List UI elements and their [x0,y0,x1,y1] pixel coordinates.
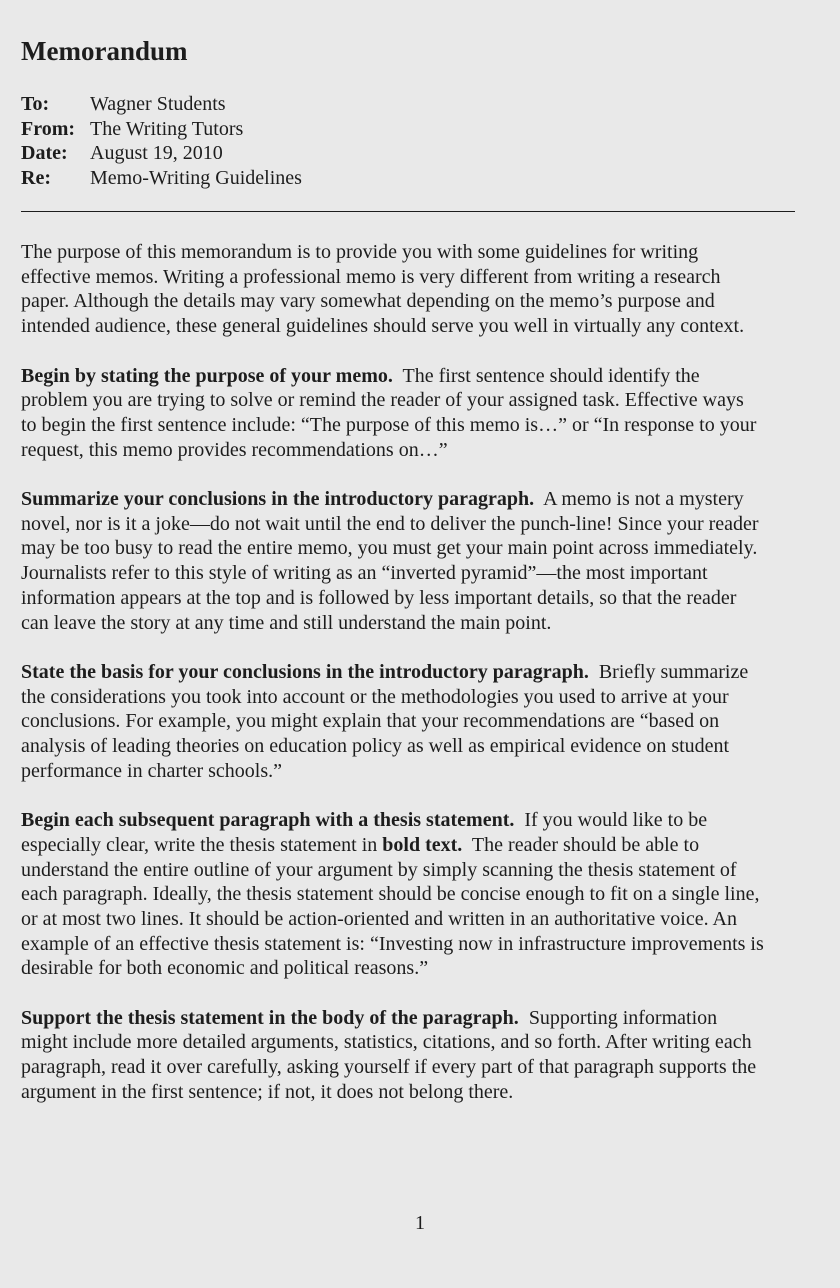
text-segment: The first sentence should identify the [392,364,700,387]
text-line: paragraph, read it over carefully, asking yourself if every part of that paragraph supports the [21,1056,757,1079]
text-line: or at most two lines. It should be action-oriented and written in an authoritative voice. An [21,907,737,930]
thesis-statement: Summarize your conclusions in the introductory paragraph. [21,488,535,510]
text-line [21,487,821,512]
text-line: argument in the first sentence; if not, it does not belong there. [21,1080,514,1103]
text-line: each paragraph. Ideally, the thesis statement should be concise enough to fit on a single line, [21,883,760,906]
re-value: Memo-Writing Guidelines [90,167,302,190]
text-line: understand the entire outline of your argument by simply scanning the thesis statement of [21,858,737,881]
text-line: information appears at the top and is followed by less important details, so that the reader [21,586,737,609]
text-line: Journalists refer to this style of writing as an “inverted pyramid”—the most important [21,562,708,585]
text-line: to begin the first sentence include: “The purpose of this memo is…” or “In response to your [21,413,757,436]
text-segment: A memo is not a mystery [534,488,744,510]
text-line: intended audience, these general guidelines should serve you well in virtually any context. [21,315,745,338]
thesis-statement: Begin by stating the purpose of your memo. [21,364,393,387]
text-line: The purpose of this memorandum is to provide you with some guidelines for writing [21,241,699,263]
text-line: the considerations you took into account or the methodologies you used to arrive at your [21,685,729,708]
text-segment: The reader should be able to [462,833,700,856]
text-line: analysis of leading theories on education policy as well as empirical evidence on student [21,735,730,758]
to-value: Wagner Students [90,93,226,115]
header-divider [21,211,795,212]
text-line [21,364,821,389]
bold-text-example: bold text. [382,833,463,856]
text-line: example of an effective thesis statement is: “Investing now in infrastructure improvements is [21,932,764,955]
re-label: Re: [21,167,51,190]
paragraph-intro [21,240,821,339]
date-label: Date: [21,142,68,165]
thesis-statement: Begin each subsequent paragraph with a thesis statement. [21,809,515,832]
text-segment: Briefly summarize [588,660,749,683]
text-line: conclusions. For example, you might explain that your recommendations are “based on [21,710,720,733]
text-line: problem you are trying to solve or remind the reader of your assigned task. Effective ways [21,389,744,412]
text-line: desirable for both economic and political reasons.” [21,957,429,980]
paragraph-basis [21,660,821,784]
header-re-row [21,166,302,191]
memo-header [21,92,302,191]
text-line: paper. Although the details may vary somewhat depending on the memo’s purpose and [21,290,715,313]
text-line: novel, nor is it a joke—do not wait until the end to deliver the punch-line! Since your reader [21,512,759,535]
header-to-row [21,92,302,117]
from-value: The Writing Tutors [90,117,244,140]
text-segment: If you would like to be [514,809,708,832]
paragraph-thesis [21,808,821,981]
header-date-row [21,141,302,166]
text-line: can leave the story at any time and still understand the main point. [21,611,552,634]
paragraph-conclusions [21,487,821,635]
memo-title: Memorandum [21,36,188,66]
header-from-row [21,117,302,142]
text-line [21,1006,821,1031]
text-line [21,808,821,833]
text-line [21,660,821,685]
text-line: may be too busy to read the entire memo, you must get your main point across immediately. [21,537,758,560]
text-line: performance in charter schools.” [21,759,282,782]
page-number: 1 [415,1212,425,1234]
paragraph-purpose [21,364,821,463]
date-value: August 19, 2010 [90,142,223,165]
text-segment: Supporting information [518,1006,718,1029]
to-label: To: [21,93,50,115]
thesis-statement: State the basis for your conclusions in the introductory paragraph. [21,660,589,683]
text-line: might include more detailed arguments, statistics, citations, and so forth. After writing each [21,1031,752,1054]
text-line: request, this memo provides recommendations on…” [21,438,448,461]
text-line [21,833,821,858]
memo-body [21,240,821,1129]
text-line: effective memos. Writing a professional memo is very different from writing a research [21,265,721,288]
text-segment: especially clear, write the thesis statement in [21,833,383,856]
from-label: From: [21,117,76,140]
thesis-statement: Support the thesis statement in the body of the paragraph. [21,1006,519,1029]
paragraph-support [21,1006,821,1105]
